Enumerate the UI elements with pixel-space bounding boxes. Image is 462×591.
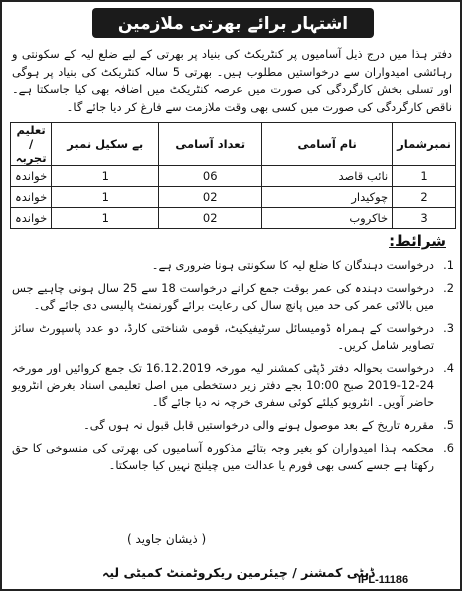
table-header-row [11,123,456,166]
reference-code: IPL-11186 [358,574,409,586]
cell-post: خاکروب [262,208,393,229]
conditions-list [12,257,454,480]
header-serial: نمبرشمار [393,123,456,166]
condition-text: مقررہ تاریخ کے بعد موصول ہونے والی درخواستیں قابل قبول نہ ہوں گی۔ [83,418,434,432]
condition-number: 1. [443,258,454,272]
signatory-name: ( ذیشان جاوید ) [127,532,207,546]
condition-item [12,417,454,434]
table-row [11,187,456,208]
signatory-title: ڈپٹی کمشنر / چیئرمین ریکروٹمنٹ کمیٹی لیہ [102,565,375,580]
cell-post: نائب قاصد [262,166,393,187]
condition-item [12,320,454,354]
condition-text: درخواست کے ہمراہ ڈومیسائل سرٹیفیکیٹ، قومی شناختی کارڈ، دو عدد پاسپورٹ سائز تصاویر شامل کریں۔ [12,321,434,352]
cell-scale: 1 [52,208,159,229]
page-title: اشتہار برائے بھرتی ملازمین [92,8,374,38]
condition-item [12,257,454,274]
condition-text: محکمہ ہذا امیدواران کو بغیر وجہ بتائے مذکورہ آسامیوں کی بھرتی کی منسوخی کا حق رکھتا ہے جسے کسی بھی فورم یا عدالت میں چیلنج نہیں کیا جاسکتا۔ [12,441,434,472]
condition-item [12,280,454,314]
cell-education: خواندہ [11,187,52,208]
header-post: نام آسامی [262,123,393,166]
table-row [11,208,456,229]
cell-count: 02 [159,208,262,229]
condition-number: 3. [443,321,454,335]
header-education: تعلیم / تجربہ [11,123,52,166]
cell-count: 02 [159,187,262,208]
header-scale: بے سکیل نمبر [52,123,159,166]
condition-text: درخواست بحوالہ دفتر ڈپٹی کمشنر لیہ مورخہ 16.12.2019 تک جمع کروائیں اور مورخہ 24-12-2019 صبح 10:00 بجے دفتر زیر دستخطی میں اصل تعلیمی اسناد بغرض انٹرویو حاضر آویں۔ انٹرویو کیلئے کوئی سفری خرچہ نہ دیا جائے گا۔ [12,361,434,409]
condition-number: 4. [443,361,454,375]
cell-serial: 3 [393,208,456,229]
cell-serial: 1 [393,166,456,187]
cell-post: چوکیدار [262,187,393,208]
conditions-heading: شرائط: [389,232,446,250]
cell-scale: 1 [52,187,159,208]
condition-number: 6. [443,441,454,455]
condition-number: 5. [443,418,454,432]
intro-paragraph: دفتر ہذا میں درج ذیل آسامیوں پر کنٹریکٹ کی بنیاد پر بھرتی کے لیے ضلع لیہ کے سکونتی و رہائشی امیدواران سے درخواستیں مطلوب ہیں۔ بھرتی 5 سالہ کنٹریکٹ کی بنیاد پر ہوگی اور تسلی بخش کارگردگی کی صورت میں عرصہ کنٹریکٹ میں اضافہ بھی کیا جاسکتا ہے۔ ناقص کارگردگی کی صورت میں کسی بھی وقت ملازمت سے فارغ کر دیا جائے گا۔ [12,47,453,114]
cell-scale: 1 [52,166,159,187]
condition-text: درخواست دہندہ کی عمر بوقت جمع کرانے درخواست 18 سے 25 سال ہونی چاہیے جس میں بالائی عمر کی حد میں پانچ سال کی رعایت برائے گورنمنٹ پالیسی دی جائے گی۔ [12,281,435,312]
condition-item [12,440,454,474]
table-row [11,166,456,187]
cell-count: 06 [159,166,262,187]
condition-text: درخواست دہندگان کا ضلع لیہ کا سکونتی ہونا ضروری ہے۔ [151,258,434,272]
condition-item [12,360,454,411]
cell-serial: 2 [393,187,456,208]
cell-education: خواندہ [11,166,52,187]
cell-education: خواندہ [11,208,52,229]
condition-number: 2. [443,281,454,295]
header-count: تعداد آسامی [159,123,262,166]
posts-table [10,122,456,229]
